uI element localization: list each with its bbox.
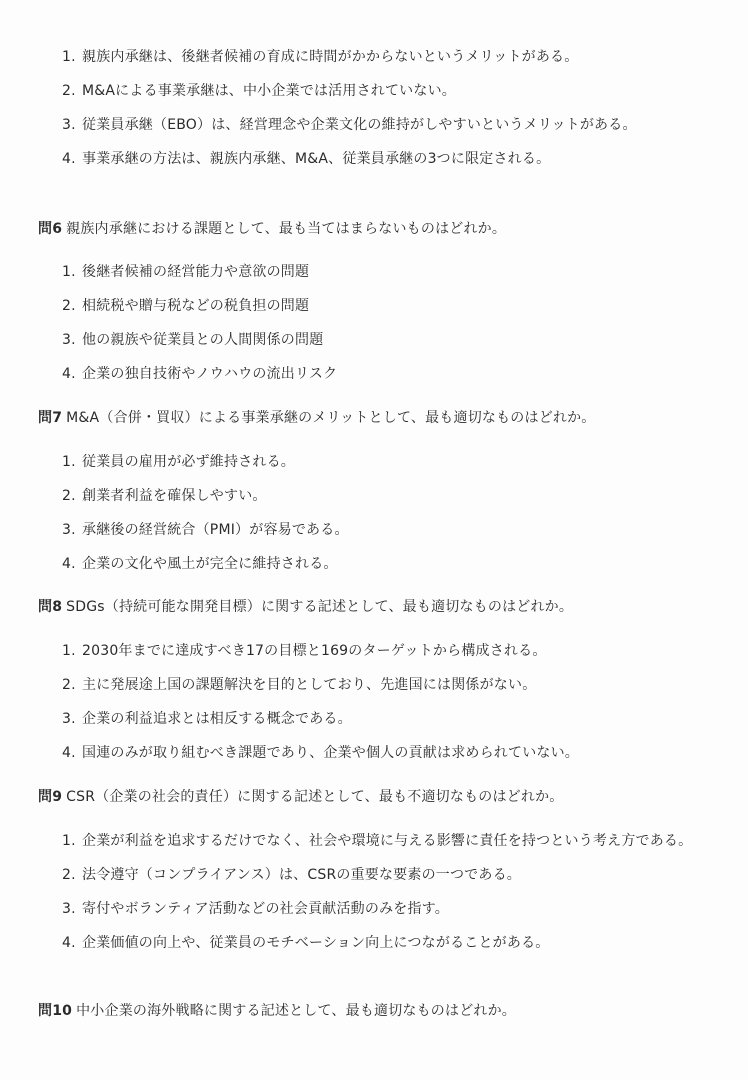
list-item bbox=[62, 483, 702, 510]
list-item bbox=[62, 862, 702, 889]
option-number: 1. bbox=[62, 264, 76, 280]
question-number: 問6 bbox=[38, 221, 63, 237]
question-number: 問7 bbox=[38, 410, 63, 426]
option-text: 事業承継の方法は、親族内承継、M&A、従業員承継の3つに限定される。 bbox=[82, 151, 551, 167]
option-text: 主に発展途上国の課題解決を目的としており、先進国には関係がない。 bbox=[82, 677, 537, 693]
option-number: 3. bbox=[62, 522, 76, 538]
question-text: 中小企業の海外戦略に関する記述として、最も適切なものはどれか。 bbox=[76, 1003, 517, 1019]
option-number: 4. bbox=[62, 366, 76, 382]
question-number: 問8 bbox=[38, 599, 63, 615]
option-text: 企業の利益追求とは相反する概念である。 bbox=[82, 711, 352, 727]
question-text: CSR（企業の社会的責任）に関する記述として、最も不適切なものはどれか。 bbox=[66, 789, 564, 805]
option-number: 3. bbox=[62, 332, 76, 348]
question-text: 親族内承継における課題として、最も当てはまらないものはどれか。 bbox=[66, 221, 507, 237]
list-item bbox=[62, 449, 702, 476]
option-text: 2030年までに達成すべき17の目標と169のターゲットから構成される。 bbox=[82, 643, 547, 659]
option-text: 従業員の雇用が必ず維持される。 bbox=[82, 454, 295, 470]
option-text: 企業が利益を追求するだけでなく、社会や環境に与える影響に責任を持つという考え方である。 bbox=[82, 833, 693, 849]
question-9 bbox=[38, 784, 728, 811]
option-number: 3. bbox=[62, 711, 76, 727]
option-number: 2. bbox=[62, 488, 76, 504]
option-text: 従業員承継（EBO）は、経営理念や企業文化の維持がしやすいというメリットがある。 bbox=[82, 117, 637, 133]
list-item bbox=[62, 44, 702, 71]
option-text: 国連のみが取り組むべき課題であり、企業や個人の貢献は求められていない。 bbox=[82, 745, 579, 761]
question-7 bbox=[38, 405, 728, 432]
list-item bbox=[62, 517, 702, 544]
option-text: 企業の文化や風土が完全に維持される。 bbox=[82, 556, 338, 572]
list-item bbox=[62, 112, 702, 139]
list-item bbox=[62, 930, 702, 957]
option-text: 法令遵守（コンプライアンス）は、CSRの重要な要素の一つである。 bbox=[82, 867, 521, 883]
option-text: 承継後の経営統合（PMI）が容易である。 bbox=[82, 522, 349, 538]
question-6-options bbox=[62, 259, 702, 388]
question-8-options bbox=[62, 638, 702, 767]
list-item bbox=[62, 146, 702, 173]
question-7-options bbox=[62, 449, 702, 578]
option-number: 2. bbox=[62, 298, 76, 314]
question-8 bbox=[38, 594, 728, 621]
list-item bbox=[62, 259, 702, 286]
option-number: 4. bbox=[62, 745, 76, 761]
option-number: 2. bbox=[62, 867, 76, 883]
option-number: 4. bbox=[62, 151, 76, 167]
option-number: 3. bbox=[62, 117, 76, 133]
question-6 bbox=[38, 216, 728, 243]
list-item bbox=[62, 828, 702, 855]
option-text: 相続税や贈与税などの税負担の問題 bbox=[82, 298, 310, 314]
option-text: 親族内承継は、後継者候補の育成に時間がかからないというメリットがある。 bbox=[82, 49, 579, 65]
list-item bbox=[62, 740, 702, 767]
question-text: M&A（合併・買収）による事業承継のメリットとして、最も適切なものはどれか。 bbox=[66, 410, 596, 426]
list-item bbox=[62, 327, 702, 354]
question-number: 問10 bbox=[38, 1003, 73, 1019]
list-item bbox=[62, 672, 702, 699]
list-item bbox=[62, 293, 702, 320]
question-text: SDGs（持続可能な開発目標）に関する記述として、最も適切なものはどれか。 bbox=[66, 599, 574, 615]
option-text: 企業価値の向上や、従業員のモチベーション向上につながることがある。 bbox=[82, 935, 550, 951]
option-text: 後継者候補の経営能力や意欲の問題 bbox=[82, 264, 310, 280]
question-10 bbox=[38, 998, 728, 1025]
option-number: 3. bbox=[62, 901, 76, 917]
option-number: 1. bbox=[62, 49, 76, 65]
list-item bbox=[62, 551, 702, 578]
option-text: 企業の独自技術やノウハウの流出リスク bbox=[82, 366, 338, 382]
question-number: 問9 bbox=[38, 789, 63, 805]
option-number: 4. bbox=[62, 935, 76, 951]
list-item bbox=[62, 896, 702, 923]
option-text: 他の親族や従業員との人間関係の問題 bbox=[82, 332, 324, 348]
option-number: 4. bbox=[62, 556, 76, 572]
option-number: 2. bbox=[62, 677, 76, 693]
option-text: M&Aによる事業承継は、中小企業では活用されていない。 bbox=[82, 83, 456, 99]
option-text: 創業者利益を確保しやすい。 bbox=[82, 488, 267, 504]
question-5-options bbox=[62, 44, 702, 173]
option-number: 2. bbox=[62, 83, 76, 99]
list-item bbox=[62, 706, 702, 733]
list-item bbox=[62, 638, 702, 665]
option-number: 1. bbox=[62, 643, 76, 659]
option-number: 1. bbox=[62, 454, 76, 470]
option-number: 1. bbox=[62, 833, 76, 849]
option-text: 寄付やボランティア活動などの社会貢献活動のみを指す。 bbox=[82, 901, 449, 917]
list-item bbox=[62, 361, 702, 388]
list-item bbox=[62, 78, 702, 105]
question-9-options bbox=[62, 828, 702, 957]
